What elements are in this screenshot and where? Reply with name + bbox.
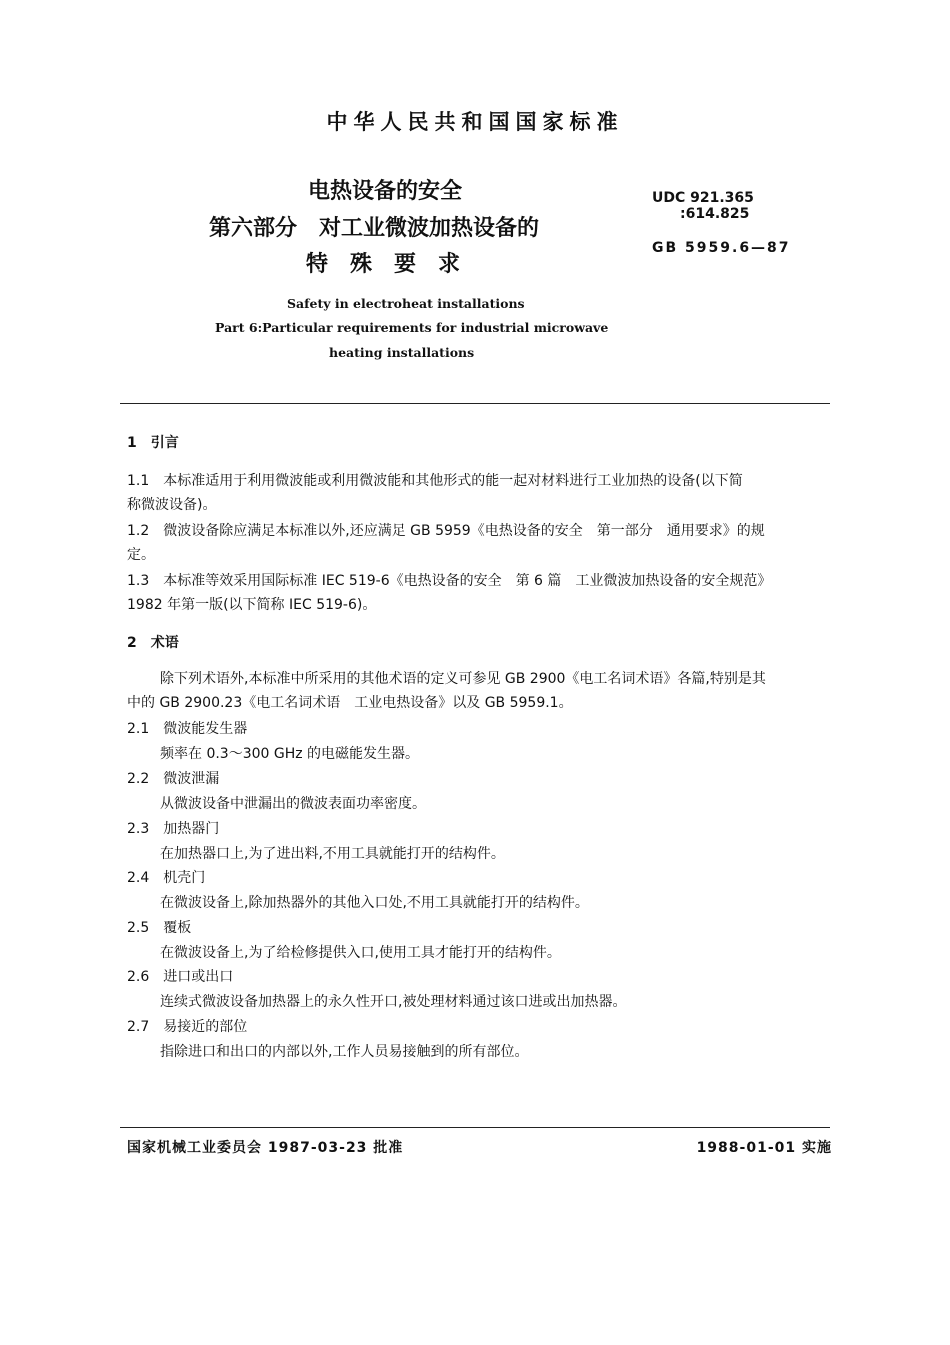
term-2-5-definition: 在微波设备上,为了给检修提供入口,使用工具才能打开的结构件。	[160, 945, 561, 961]
gb-number: GB 5959.6—87	[652, 240, 791, 256]
term-2-3-definition: 在加热器口上,为了进出料,不用工具就能打开的结构件。	[160, 846, 505, 862]
term-2-7-heading: 2.7 易接近的部位	[127, 1019, 248, 1035]
clause-1-3-line-2: 1982 年第一版(以下简称 IEC 519-6)。	[127, 597, 377, 613]
term-2-2-definition: 从微波设备中泄漏出的微波表面功率密度。	[160, 796, 426, 812]
term-2-6-definition: 连续式微波设备加热器上的永久性开口,被处理材料通过该口进或出加热器。	[160, 994, 627, 1010]
effective-date: 1988-01-01 实施	[696, 1140, 832, 1156]
section-2-intro-line-2: 中的 GB 2900.23《电工名词术语 工业电热设备》以及 GB 5959.1。	[127, 695, 573, 711]
udc-classification	[652, 190, 754, 222]
udc-line-1: UDC 921.365	[652, 190, 754, 206]
section-2-intro-line-1: 除下列术语外,本标准中所采用的其他术语的定义可参见 GB 2900《电工名词术语》各篇,特别是其	[160, 671, 766, 687]
clause-1-2-line-1: 1.2 微波设备除应满足本标准以外,还应满足 GB 5959《电热设备的安全 第一部分 通用要求》的规	[127, 523, 765, 539]
term-2-1-definition: 频率在 0.3～300 GHz 的电磁能发生器。	[160, 746, 420, 762]
term-2-4-heading: 2.4 机壳门	[127, 870, 206, 886]
national-standard-heading: 中华人民共和国国家标准	[326, 110, 624, 134]
section-2-heading: 2 术语	[127, 635, 179, 651]
title-line-1: 电热设备的安全	[308, 179, 463, 204]
footer-divider	[120, 1127, 830, 1128]
term-2-6-heading: 2.6 进口或出口	[127, 969, 234, 985]
term-2-1-heading: 2.1 微波能发生器	[127, 721, 248, 737]
clause-1-1-line-2: 称微波设备)。	[127, 497, 217, 513]
clause-1-3-line-1: 1.3 本标准等效采用国际标准 IEC 519-6《电热设备的安全 第 6 篇 工业微波加热设备的安全规范》	[127, 573, 772, 589]
clause-1-2-line-2: 定。	[127, 547, 155, 563]
term-2-4-definition: 在微波设备上,除加热器外的其他入口处,不用工具就能打开的结构件。	[160, 895, 589, 911]
term-2-3-heading: 2.3 加热器门	[127, 821, 220, 837]
header-divider	[120, 403, 830, 404]
term-2-7-definition: 指除进口和出口的内部以外,工作人员易接触到的所有部位。	[160, 1044, 529, 1060]
term-2-5-heading: 2.5 覆板	[127, 920, 192, 936]
term-2-2-heading: 2.2 微波泄漏	[127, 771, 220, 787]
title-line-2: 第六部分 对工业微波加热设备的	[209, 216, 540, 241]
section-1-heading: 1 引言	[127, 435, 179, 451]
udc-line-2: :614.825	[680, 206, 750, 222]
english-title-line-1: Safety in electroheat installations	[287, 296, 525, 311]
english-title-line-2: Part 6:Particular requirements for industrial microwave	[215, 320, 609, 335]
clause-1-1-line-1: 1.1 本标准适用于利用微波能或利用微波能和其他形式的能一起对材料进行工业加热的设备(以下简	[127, 473, 743, 489]
title-line-3: 特殊要求	[306, 252, 483, 277]
english-title-line-3: heating installations	[329, 345, 475, 360]
approval-statement: 国家机械工业委员会 1987-03-23 批准	[127, 1140, 404, 1156]
